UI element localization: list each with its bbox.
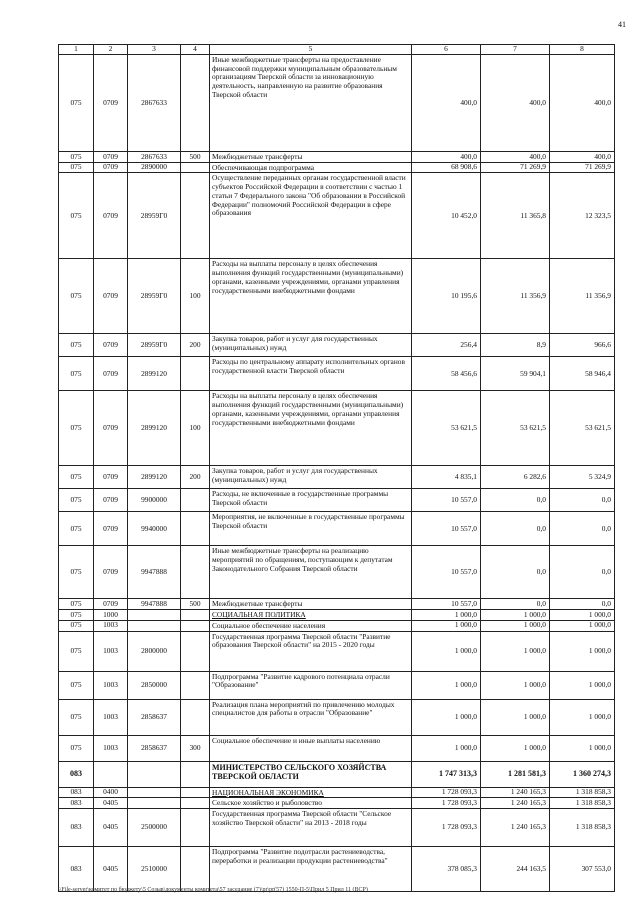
cell-amount-1: 10 557,0: [412, 489, 481, 512]
cell-expense-type: [181, 787, 210, 798]
cell-amount-2: 1 240 165,3: [481, 809, 550, 847]
cell-ministry-code: 075: [59, 699, 94, 735]
cell-amount-3: 5 324,9: [550, 466, 615, 489]
cell-amount-2: 1 281 581,3: [481, 761, 550, 787]
cell-section-code: 1003: [94, 671, 128, 699]
cell-amount-2: 400,0: [481, 152, 550, 163]
cell-section-code: 0405: [94, 847, 128, 892]
cell-amount-1: 400,0: [412, 152, 481, 163]
table-row: [59, 173, 615, 259]
table-row: [59, 809, 615, 847]
cell-expense-type: [181, 671, 210, 699]
cell-article-code: 2858637: [128, 699, 181, 735]
cell-article-code: 2850000: [128, 671, 181, 699]
cell-article-code: 2500000: [128, 809, 181, 847]
cell-amount-1: 378 085,3: [412, 847, 481, 892]
cell-amount-2: 1 000,0: [481, 610, 550, 621]
cell-amount-3: 400,0: [550, 152, 615, 163]
header-cell: 2: [94, 45, 128, 55]
cell-description: Социальное обеспечение и иные выплаты населению: [210, 735, 412, 761]
cell-article-code: 9940000: [128, 512, 181, 546]
table-row: [59, 787, 615, 798]
cell-amount-3: 71 269,9: [550, 162, 615, 173]
cell-amount-1: 1 000,0: [412, 631, 481, 671]
cell-ministry-code: 075: [59, 391, 94, 466]
cell-article-code: 2899120: [128, 466, 181, 489]
cell-amount-3: 0,0: [550, 512, 615, 546]
cell-amount-1: 53 621,5: [412, 391, 481, 466]
cell-amount-3: 1 360 274,3: [550, 761, 615, 787]
table-row: [59, 599, 615, 610]
cell-expense-type: [181, 610, 210, 621]
cell-amount-2: 400,0: [481, 55, 550, 152]
cell-article-code: 28959Г0: [128, 334, 181, 357]
cell-article-code: 9947888: [128, 599, 181, 610]
table-row: [59, 162, 615, 173]
cell-amount-3: 53 621,5: [550, 391, 615, 466]
header-cell: 5: [210, 45, 412, 55]
cell-ministry-code: 083: [59, 798, 94, 809]
cell-amount-2: 0,0: [481, 512, 550, 546]
cell-description: Закупка товаров, работ и услуг для государственных (муниципальных) нужд: [210, 466, 412, 489]
cell-ministry-code: 075: [59, 599, 94, 610]
cell-ministry-code: 075: [59, 152, 94, 163]
cell-amount-3: 400,0: [550, 55, 615, 152]
table-row: [59, 671, 615, 699]
cell-description: Сельское хозяйство и рыболовство: [210, 798, 412, 809]
cell-ministry-code: 075: [59, 735, 94, 761]
cell-expense-type: 100: [181, 391, 210, 466]
cell-ministry-code: 075: [59, 610, 94, 621]
cell-article-code: 2867633: [128, 55, 181, 152]
cell-section-code: 1003: [94, 699, 128, 735]
cell-section-code: 0405: [94, 798, 128, 809]
cell-description: Закупка товаров, работ и услуг для государственных (муниципальных) нужд: [210, 334, 412, 357]
cell-amount-2: 1 240 165,3: [481, 787, 550, 798]
table-row: [59, 546, 615, 599]
table-row: [59, 259, 615, 334]
cell-section-code: 0709: [94, 334, 128, 357]
cell-ministry-code: 075: [59, 334, 94, 357]
cell-article-code: 2899120: [128, 357, 181, 391]
cell-amount-1: 1 728 093,3: [412, 809, 481, 847]
cell-amount-1: 400,0: [412, 55, 481, 152]
cell-description: Подпрограмма "Развитие подотрасли растениеводства, переработки и реализации продукции растениеводства": [210, 847, 412, 892]
table-row: [59, 761, 615, 787]
cell-description: Социальное обеспечение населения: [210, 620, 412, 631]
cell-amount-3: 0,0: [550, 489, 615, 512]
cell-amount-2: 11 356,9: [481, 259, 550, 334]
cell-article-code: [128, 798, 181, 809]
cell-amount-1: 10 452,0: [412, 173, 481, 259]
cell-section-code: 0709: [94, 599, 128, 610]
cell-section-code: 0709: [94, 357, 128, 391]
cell-amount-3: 1 000,0: [550, 610, 615, 621]
cell-section-code: [94, 761, 128, 787]
cell-section-code: 0709: [94, 162, 128, 173]
cell-amount-3: 1 000,0: [550, 620, 615, 631]
cell-section-code: 0400: [94, 787, 128, 798]
cell-description: Межбюджетные трансферты: [210, 152, 412, 163]
cell-amount-1: 10 195,6: [412, 259, 481, 334]
table-row: [59, 798, 615, 809]
table-row: [59, 357, 615, 391]
cell-expense-type: 200: [181, 334, 210, 357]
table-row: [59, 334, 615, 357]
cell-amount-2: 53 621,5: [481, 391, 550, 466]
cell-ministry-code: 075: [59, 620, 94, 631]
table-row: [59, 512, 615, 546]
cell-amount-3: 1 318 858,3: [550, 809, 615, 847]
cell-amount-2: 0,0: [481, 546, 550, 599]
cell-expense-type: 100: [181, 259, 210, 334]
cell-description: Реализация плана мероприятий по привлечению молодых специалистов для работы в отрасли "Образование": [210, 699, 412, 735]
cell-amount-1: 1 000,0: [412, 610, 481, 621]
header-cell: 4: [181, 45, 210, 55]
cell-amount-3: 1 318 858,3: [550, 787, 615, 798]
cell-ministry-code: 075: [59, 512, 94, 546]
cell-section-code: 0709: [94, 546, 128, 599]
header-row: [59, 45, 615, 55]
cell-section-code: 0709: [94, 152, 128, 163]
cell-expense-type: [181, 847, 210, 892]
cell-article-code: 9900000: [128, 489, 181, 512]
cell-amount-2: 8,9: [481, 334, 550, 357]
cell-amount-1: 4 835,1: [412, 466, 481, 489]
page-number: 41: [618, 20, 626, 29]
cell-ministry-code: 083: [59, 809, 94, 847]
cell-expense-type: [181, 631, 210, 671]
cell-article-code: 2890000: [128, 162, 181, 173]
cell-description: Межбюджетные трансферты: [210, 599, 412, 610]
cell-section-code: 1003: [94, 631, 128, 671]
cell-description: Расходы на выплаты персоналу в целях обеспечения выполнения функций государственными (муниципальными) органами, казенными учреждениями, органами управления государственными внебюджетными фондами: [210, 391, 412, 466]
budget-table: [58, 44, 615, 892]
cell-section-code: 1003: [94, 620, 128, 631]
cell-expense-type: 500: [181, 152, 210, 163]
cell-amount-3: 58 946,4: [550, 357, 615, 391]
cell-description: Иные межбюджетные трансферты на реализацию мероприятий по обращениям, поступающим к депутатам Законодательного Собрания Тверской области: [210, 546, 412, 599]
cell-ministry-code: 083: [59, 761, 94, 787]
header-cell: 3: [128, 45, 181, 55]
cell-amount-2: 59 904,1: [481, 357, 550, 391]
cell-expense-type: [181, 809, 210, 847]
cell-expense-type: 300: [181, 735, 210, 761]
cell-amount-1: 1 000,0: [412, 671, 481, 699]
cell-description: Подпрограмма "Развитие кадрового потенциала отрасли "Образование": [210, 671, 412, 699]
cell-amount-2: 1 000,0: [481, 620, 550, 631]
cell-description: СОЦИАЛЬНАЯ ПОЛИТИКА: [210, 610, 412, 621]
cell-amount-1: 10 557,0: [412, 546, 481, 599]
cell-section-code: 0709: [94, 55, 128, 152]
cell-expense-type: [181, 798, 210, 809]
cell-ministry-code: 083: [59, 847, 94, 892]
cell-description: МИНИСТЕРСТВО СЕЛЬСКОГО ХОЗЯЙСТВА ТВЕРСКОЙ ОБЛАСТИ: [210, 761, 412, 787]
table-row: [59, 391, 615, 466]
cell-article-code: 9947888: [128, 546, 181, 599]
cell-amount-1: 1 728 093,3: [412, 798, 481, 809]
cell-amount-2: 1 000,0: [481, 671, 550, 699]
cell-amount-2: 1 000,0: [481, 735, 550, 761]
table-row: [59, 489, 615, 512]
header-cell: 1: [59, 45, 94, 55]
cell-description: Расходы на выплаты персоналу в целях обеспечения выполнения функций государственными (муниципальными) органами, казенными учреждениями, органами управления государственными внебюджетными фондами: [210, 259, 412, 334]
cell-amount-2: 11 365,8: [481, 173, 550, 259]
cell-expense-type: 500: [181, 599, 210, 610]
table-row: [59, 610, 615, 621]
cell-ministry-code: 075: [59, 466, 94, 489]
cell-description: Государственная программа Тверской области "Сельское хозяйство Тверской области" на 2013 - 2018 годы: [210, 809, 412, 847]
header-cell: 7: [481, 45, 550, 55]
cell-expense-type: [181, 620, 210, 631]
cell-expense-type: [181, 761, 210, 787]
cell-section-code: 1003: [94, 735, 128, 761]
cell-amount-3: 1 000,0: [550, 631, 615, 671]
cell-amount-2: 0,0: [481, 489, 550, 512]
cell-amount-2: 6 282,6: [481, 466, 550, 489]
cell-section-code: 0709: [94, 466, 128, 489]
cell-amount-1: 1 728 093,3: [412, 787, 481, 798]
cell-article-code: 28959Г0: [128, 259, 181, 334]
header-cell: 6: [412, 45, 481, 55]
cell-ministry-code: 075: [59, 546, 94, 599]
cell-ministry-code: 083: [59, 787, 94, 798]
cell-amount-3: 1 000,0: [550, 699, 615, 735]
cell-expense-type: [181, 489, 210, 512]
cell-article-code: 2800000: [128, 631, 181, 671]
cell-ministry-code: 075: [59, 173, 94, 259]
cell-description: Осуществление переданных органам государственной власти субъектов Российской Федерации в соответствии с частью 1 статьи 7 Федерального закона "Об образовании в Российской Федерации" полномочий Российской Федерации в сфере образования: [210, 173, 412, 259]
cell-article-code: [128, 787, 181, 798]
table-row: [59, 152, 615, 163]
cell-expense-type: [181, 699, 210, 735]
table-row: [59, 631, 615, 671]
cell-section-code: 0405: [94, 809, 128, 847]
cell-expense-type: [181, 546, 210, 599]
cell-amount-1: 256,4: [412, 334, 481, 357]
cell-amount-3: 1 000,0: [550, 671, 615, 699]
cell-amount-3: 307 553,0: [550, 847, 615, 892]
cell-article-code: 2867633: [128, 152, 181, 163]
cell-amount-1: 1 000,0: [412, 620, 481, 631]
cell-expense-type: [181, 173, 210, 259]
cell-amount-1: 10 557,0: [412, 512, 481, 546]
cell-description: Обеспечивающая подпрограмма: [210, 162, 412, 173]
cell-amount-2: 1 240 165,3: [481, 798, 550, 809]
cell-article-code: 2510000: [128, 847, 181, 892]
cell-ministry-code: 075: [59, 259, 94, 334]
cell-description: Иные межбюджетные трансферты на предоставление финансовой поддержки муниципальным образовательным организациям Тверской области за инновационную деятельность, направленную на развитие образования Тверской области: [210, 55, 412, 152]
cell-ministry-code: 075: [59, 631, 94, 671]
cell-article-code: 28959Г0: [128, 173, 181, 259]
cell-section-code: 0709: [94, 173, 128, 259]
cell-amount-2: 1 000,0: [481, 631, 550, 671]
cell-amount-2: 244 163,5: [481, 847, 550, 892]
cell-ministry-code: 075: [59, 671, 94, 699]
cell-amount-1: 68 908,6: [412, 162, 481, 173]
cell-amount-1: 10 557,0: [412, 599, 481, 610]
cell-description: Мероприятия, не включенные в государственные программы Тверской области: [210, 512, 412, 546]
cell-ministry-code: 075: [59, 162, 94, 173]
cell-amount-3: 0,0: [550, 546, 615, 599]
cell-article-code: 2858637: [128, 735, 181, 761]
cell-article-code: [128, 610, 181, 621]
cell-section-code: 0709: [94, 512, 128, 546]
cell-description: НАЦИОНАЛЬНАЯ ЭКОНОМИКА: [210, 787, 412, 798]
cell-amount-1: 58 456,6: [412, 357, 481, 391]
cell-expense-type: 200: [181, 466, 210, 489]
table-row: [59, 847, 615, 892]
cell-ministry-code: 075: [59, 357, 94, 391]
cell-article-code: [128, 761, 181, 787]
cell-description: Расходы по центральному аппарату исполнительных органов государственной власти Тверской области: [210, 357, 412, 391]
file-path-footer: \\File-server\комитет по бюджету\5 Созыв\документы комитета\57 заседание (7)\pr\pr(57) 1550-П-5\Прил 5 Прил 11 (ВСР): [58, 887, 368, 893]
cell-amount-2: 71 269,9: [481, 162, 550, 173]
cell-expense-type: [181, 357, 210, 391]
cell-amount-3: 11 356,9: [550, 259, 615, 334]
cell-amount-3: 1 318 858,3: [550, 798, 615, 809]
table-row: [59, 699, 615, 735]
cell-section-code: 0709: [94, 259, 128, 334]
cell-description: Государственная программа Тверской области "Развитие образования Тверской области" на 2015 - 2020 годы: [210, 631, 412, 671]
cell-amount-3: 966,6: [550, 334, 615, 357]
cell-amount-2: 0,0: [481, 599, 550, 610]
cell-expense-type: [181, 55, 210, 152]
cell-amount-1: 1 747 313,3: [412, 761, 481, 787]
cell-ministry-code: 075: [59, 489, 94, 512]
cell-expense-type: [181, 162, 210, 173]
cell-amount-3: 0,0: [550, 599, 615, 610]
cell-description: Расходы, не включенные в государственные программы Тверской области: [210, 489, 412, 512]
table-row: [59, 735, 615, 761]
table-row: [59, 620, 615, 631]
cell-amount-2: 1 000,0: [481, 699, 550, 735]
cell-article-code: [128, 620, 181, 631]
table-row: [59, 55, 615, 152]
cell-amount-1: 1 000,0: [412, 699, 481, 735]
cell-amount-3: 12 323,5: [550, 173, 615, 259]
cell-amount-3: 1 000,0: [550, 735, 615, 761]
cell-section-code: 0709: [94, 489, 128, 512]
cell-section-code: 0709: [94, 391, 128, 466]
cell-expense-type: [181, 512, 210, 546]
cell-section-code: 1000: [94, 610, 128, 621]
cell-amount-1: 1 000,0: [412, 735, 481, 761]
cell-article-code: 2899120: [128, 391, 181, 466]
cell-ministry-code: 075: [59, 55, 94, 152]
table-row: [59, 466, 615, 489]
header-cell: 8: [550, 45, 615, 55]
